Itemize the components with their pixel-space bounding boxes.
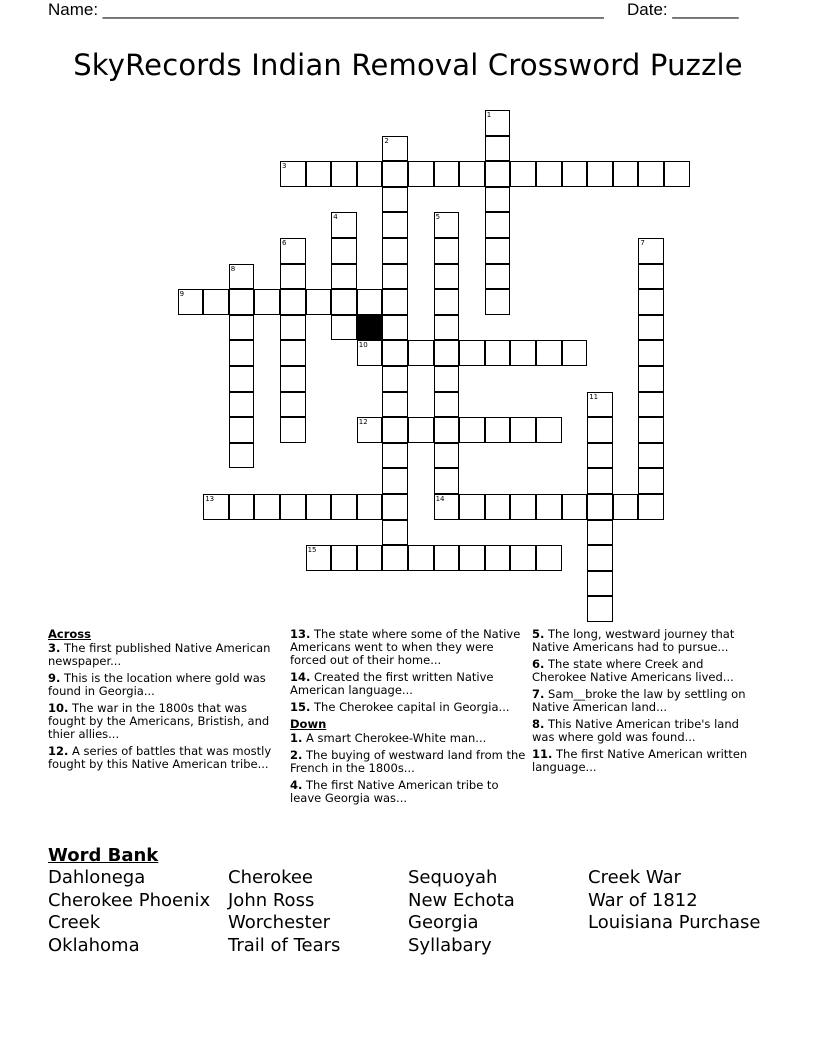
clue-number: 5. xyxy=(532,627,545,641)
grid-cell[interactable] xyxy=(459,417,485,443)
clue-down-8 xyxy=(532,718,757,744)
grid-cell[interactable] xyxy=(459,494,485,520)
grid-cell[interactable] xyxy=(229,392,255,418)
clue-number-label: 15 xyxy=(307,546,317,555)
grid-cell[interactable] xyxy=(382,392,408,418)
clue-number: 15. xyxy=(290,700,311,714)
grid-cell[interactable] xyxy=(510,494,536,520)
grid-cell[interactable] xyxy=(613,494,639,520)
word-bank-item: Worchester xyxy=(228,912,331,934)
grid-cell[interactable] xyxy=(382,238,408,264)
clue-across-9 xyxy=(48,672,273,698)
clue-text: The first published Native American newspaper... xyxy=(48,641,271,668)
clue-text: The Cherokee capital in Georgia... xyxy=(314,700,510,714)
grid-cell[interactable] xyxy=(510,545,536,571)
grid-cell[interactable] xyxy=(562,340,588,366)
grid-cell[interactable] xyxy=(408,417,434,443)
grid-cell[interactable] xyxy=(382,187,408,213)
clue-text: The state where some of the Native Americans went to when they were forced out of their home... xyxy=(290,627,521,667)
word-bank-item: Syllabary xyxy=(408,934,492,956)
clue-number: 14. xyxy=(290,670,311,684)
grid-cell[interactable] xyxy=(382,340,408,366)
word-bank-item: Georgia xyxy=(408,912,479,934)
grid-cell[interactable] xyxy=(254,289,280,315)
clue-number: 1. xyxy=(290,731,303,745)
grid-cell[interactable] xyxy=(382,494,408,520)
grid-cell[interactable] xyxy=(485,187,511,213)
word-bank-item: Louisiana Purchase xyxy=(588,912,761,934)
grid-cell[interactable] xyxy=(510,340,536,366)
clue-down-11 xyxy=(532,748,757,774)
across-heading: Across xyxy=(48,627,91,641)
clue-text: Created the first written Native American language... xyxy=(290,670,494,697)
grid-cell[interactable] xyxy=(485,161,511,187)
grid-cell[interactable] xyxy=(638,340,664,366)
clue-down-1 xyxy=(290,732,526,745)
grid-cell[interactable] xyxy=(510,161,536,187)
grid-cell[interactable] xyxy=(434,468,460,494)
clue-number: 11. xyxy=(532,747,553,761)
clue-text: Sam__broke the law by settling on Native American land... xyxy=(532,687,746,714)
clue-number-label: 3 xyxy=(282,162,287,171)
grid-cell[interactable] xyxy=(280,366,306,392)
page-title: SkyRecords Indian Removal Crossword Puzzle xyxy=(73,48,743,82)
clue-text: A smart Cherokee-White man... xyxy=(306,731,487,745)
grid-cell[interactable] xyxy=(280,315,306,341)
grid-cell[interactable] xyxy=(306,161,332,187)
clue-text: This Native American tribe's land was where gold was found... xyxy=(532,717,739,744)
clue-text: The first Native American written language... xyxy=(532,747,748,774)
grid-cell[interactable] xyxy=(382,289,408,315)
grid-cell[interactable] xyxy=(434,161,460,187)
clues-column-2 xyxy=(290,628,526,809)
grid-cell[interactable] xyxy=(434,289,460,315)
clue-number-label: 13 xyxy=(205,495,215,503)
grid-cell[interactable] xyxy=(382,443,408,469)
grid-cell[interactable] xyxy=(229,366,255,392)
grid-cell[interactable] xyxy=(587,494,613,520)
grid-cell[interactable] xyxy=(382,315,408,341)
grid-cell[interactable] xyxy=(382,417,408,443)
grid-cell[interactable] xyxy=(638,468,664,494)
grid-cell[interactable] xyxy=(510,417,536,443)
word-bank-item: War of 1812 xyxy=(588,889,698,911)
grid-cell[interactable] xyxy=(485,264,511,290)
clue-number: 2. xyxy=(290,748,303,762)
word-bank-item: Cherokee xyxy=(228,867,313,888)
clue-number: 9. xyxy=(48,671,61,685)
grid-cell[interactable] xyxy=(485,545,511,571)
grid-cell[interactable] xyxy=(536,417,562,443)
grid-cell[interactable] xyxy=(331,264,357,290)
grid-cell[interactable] xyxy=(357,545,383,571)
clue-across-14 xyxy=(290,671,526,697)
clue-across-13 xyxy=(290,628,526,667)
word-bank-item: Sequoyah xyxy=(408,867,498,888)
grid-cell[interactable] xyxy=(434,238,460,264)
grid-cell[interactable] xyxy=(434,264,460,290)
grid-cell[interactable] xyxy=(331,289,357,315)
clue-number: 6. xyxy=(532,657,545,671)
grid-cell[interactable] xyxy=(587,545,613,571)
grid-cell[interactable] xyxy=(459,545,485,571)
grid-cell[interactable] xyxy=(434,340,460,366)
grid-cell[interactable] xyxy=(587,571,613,597)
word-bank-item: Oklahoma xyxy=(48,934,140,956)
clue-text: The war in the 1800s that was fought by the Americans, Bristish, and thier allies... xyxy=(48,701,270,741)
grid-cell[interactable] xyxy=(536,161,562,187)
grid-cell[interactable] xyxy=(638,264,664,290)
grid-cell[interactable] xyxy=(331,545,357,571)
grid-cell[interactable] xyxy=(536,494,562,520)
clue-number-label: 1 xyxy=(486,111,492,119)
grid-cell[interactable] xyxy=(562,161,588,187)
clues-column-3 xyxy=(532,628,757,778)
grid-cell[interactable] xyxy=(587,417,613,443)
grid-cell[interactable] xyxy=(382,161,408,187)
grid-cell[interactable] xyxy=(357,289,383,315)
clue-number: 10. xyxy=(48,701,69,715)
grid-cell[interactable] xyxy=(434,417,460,443)
grid-cell[interactable] xyxy=(357,494,383,520)
clue-text: The state where Creek and Cherokee Native Americans lived... xyxy=(532,657,734,684)
grid-cell[interactable] xyxy=(331,161,357,187)
grid-cell[interactable] xyxy=(638,392,664,418)
grid-cell[interactable] xyxy=(638,366,664,392)
grid-cell[interactable] xyxy=(434,315,460,341)
grid-cell[interactable] xyxy=(587,443,613,469)
grid-cell[interactable] xyxy=(306,289,332,315)
grid-cell[interactable] xyxy=(536,340,562,366)
word-bank-item: Creek War xyxy=(588,867,681,888)
grid-cell[interactable] xyxy=(485,238,511,264)
word-bank-column-4 xyxy=(588,867,760,935)
word-bank-item: New Echota xyxy=(408,889,515,911)
clue-number-label: 10 xyxy=(358,341,368,350)
clue-number: 8. xyxy=(532,717,545,731)
grid-cell[interactable] xyxy=(587,161,613,187)
grid-cell[interactable] xyxy=(485,417,511,443)
grid-cell[interactable] xyxy=(229,340,255,366)
clue-number: 12. xyxy=(48,744,69,758)
down-heading: Down xyxy=(290,717,327,731)
grid-cell[interactable] xyxy=(485,289,511,315)
clue-across-12 xyxy=(48,745,273,771)
grid-cell[interactable] xyxy=(280,289,306,315)
grid-cell[interactable] xyxy=(382,264,408,290)
word-bank-item: Cherokee Phoenix xyxy=(48,889,211,911)
grid-cell[interactable] xyxy=(587,596,613,622)
grid-cell[interactable] xyxy=(485,340,511,366)
grid-cell[interactable] xyxy=(254,494,280,520)
grid-cell[interactable] xyxy=(382,212,408,238)
grid-cell[interactable] xyxy=(434,392,460,418)
clue-number: 4. xyxy=(290,778,303,792)
grid-cell[interactable] xyxy=(280,494,306,520)
clue-down-4 xyxy=(290,779,526,805)
grid-cell[interactable] xyxy=(459,340,485,366)
grid-cell[interactable] xyxy=(434,443,460,469)
clue-text: The buying of westward land from the French in the 1800s... xyxy=(290,748,526,775)
clue-text: This is the location where gold was found in Georgia... xyxy=(48,671,266,698)
clue-down-2 xyxy=(290,749,526,775)
clue-across-3 xyxy=(48,642,273,668)
grid-cell[interactable] xyxy=(280,264,306,290)
clue-number-label: 5 xyxy=(435,213,441,222)
grid-cell[interactable] xyxy=(459,161,485,187)
clue-number-label: 2 xyxy=(384,136,389,145)
grid-cell[interactable] xyxy=(408,545,434,571)
grid-cell[interactable] xyxy=(536,545,562,571)
clue-number-label: 9 xyxy=(179,290,185,299)
grid-cell[interactable] xyxy=(203,289,229,315)
grid-cell[interactable] xyxy=(485,136,511,162)
name-field: Name: _____________________________________________________ xyxy=(48,0,604,19)
date-field: Date: _______ xyxy=(627,0,739,19)
grid-cell[interactable] xyxy=(408,161,434,187)
grid-cell[interactable] xyxy=(280,392,306,418)
clue-across-15 xyxy=(290,701,526,714)
clue-number-label: 14 xyxy=(435,495,445,503)
grid-cell[interactable] xyxy=(638,315,664,341)
grid-cell[interactable] xyxy=(613,161,639,187)
grid-cell[interactable] xyxy=(306,494,332,520)
grid-cell[interactable] xyxy=(280,417,306,443)
word-bank-column-2 xyxy=(228,867,340,957)
clue-number: 13. xyxy=(290,627,311,641)
word-bank-column-3 xyxy=(408,867,515,957)
clue-number: 3. xyxy=(48,641,61,655)
grid-cell[interactable] xyxy=(229,289,255,315)
clues-column-1 xyxy=(48,628,273,775)
clue-number-label: 6 xyxy=(282,239,287,247)
grid-cell[interactable] xyxy=(382,520,408,546)
grid-cell[interactable] xyxy=(587,468,613,494)
clue-number: 7. xyxy=(532,687,545,701)
grid-cell[interactable] xyxy=(229,417,255,443)
grid-cell[interactable] xyxy=(638,443,664,469)
word-bank-item: Creek xyxy=(48,912,101,934)
clue-number-label: 7 xyxy=(640,239,645,247)
grid-cell[interactable] xyxy=(229,315,255,341)
grid-cell[interactable] xyxy=(638,494,664,520)
grid-cell[interactable] xyxy=(638,417,664,443)
grid-cell[interactable] xyxy=(280,340,306,366)
grid-cell[interactable] xyxy=(382,545,408,571)
clue-down-6 xyxy=(532,658,757,684)
grid-cell[interactable] xyxy=(434,366,460,392)
grid-cell[interactable] xyxy=(229,494,255,520)
grid-cell[interactable] xyxy=(485,494,511,520)
clue-number-label: 4 xyxy=(333,213,338,222)
clue-text: A series of battles that was mostly fought by this Native American tribe... xyxy=(48,744,272,771)
clue-across-10 xyxy=(48,702,273,741)
grid-cell[interactable] xyxy=(382,366,408,392)
grid-cell[interactable] xyxy=(331,315,357,341)
word-bank-title: Word Bank xyxy=(48,845,159,866)
word-bank-item: Dahlonega xyxy=(48,867,146,888)
grid-cell[interactable] xyxy=(408,340,434,366)
word-bank-column-1 xyxy=(48,867,210,957)
word-bank-item: John Ross xyxy=(228,889,315,911)
clue-text: The long, westward journey that Native Americans had to pursue... xyxy=(532,627,735,654)
black-cell xyxy=(357,315,383,341)
grid-cell[interactable] xyxy=(382,468,408,494)
grid-cell[interactable] xyxy=(638,161,664,187)
grid-cell[interactable] xyxy=(485,212,511,238)
grid-cell[interactable] xyxy=(664,161,690,187)
clue-number-label: 12 xyxy=(358,418,368,427)
grid-cell[interactable] xyxy=(331,494,357,520)
grid-cell[interactable] xyxy=(357,161,383,187)
word-bank-item: Trail of Tears xyxy=(228,934,341,956)
grid-cell[interactable] xyxy=(434,545,460,571)
clue-text: The first Native American tribe to leave Georgia was... xyxy=(290,778,499,805)
grid-cell[interactable] xyxy=(638,289,664,315)
clue-down-5 xyxy=(532,628,757,654)
grid-cell[interactable] xyxy=(331,238,357,264)
grid-cell[interactable] xyxy=(229,443,255,469)
clue-number-label: 11 xyxy=(589,392,599,401)
clue-down-7 xyxy=(532,688,757,714)
grid-cell[interactable] xyxy=(562,494,588,520)
clue-number-label: 8 xyxy=(230,264,236,273)
grid-cell[interactable] xyxy=(587,520,613,546)
